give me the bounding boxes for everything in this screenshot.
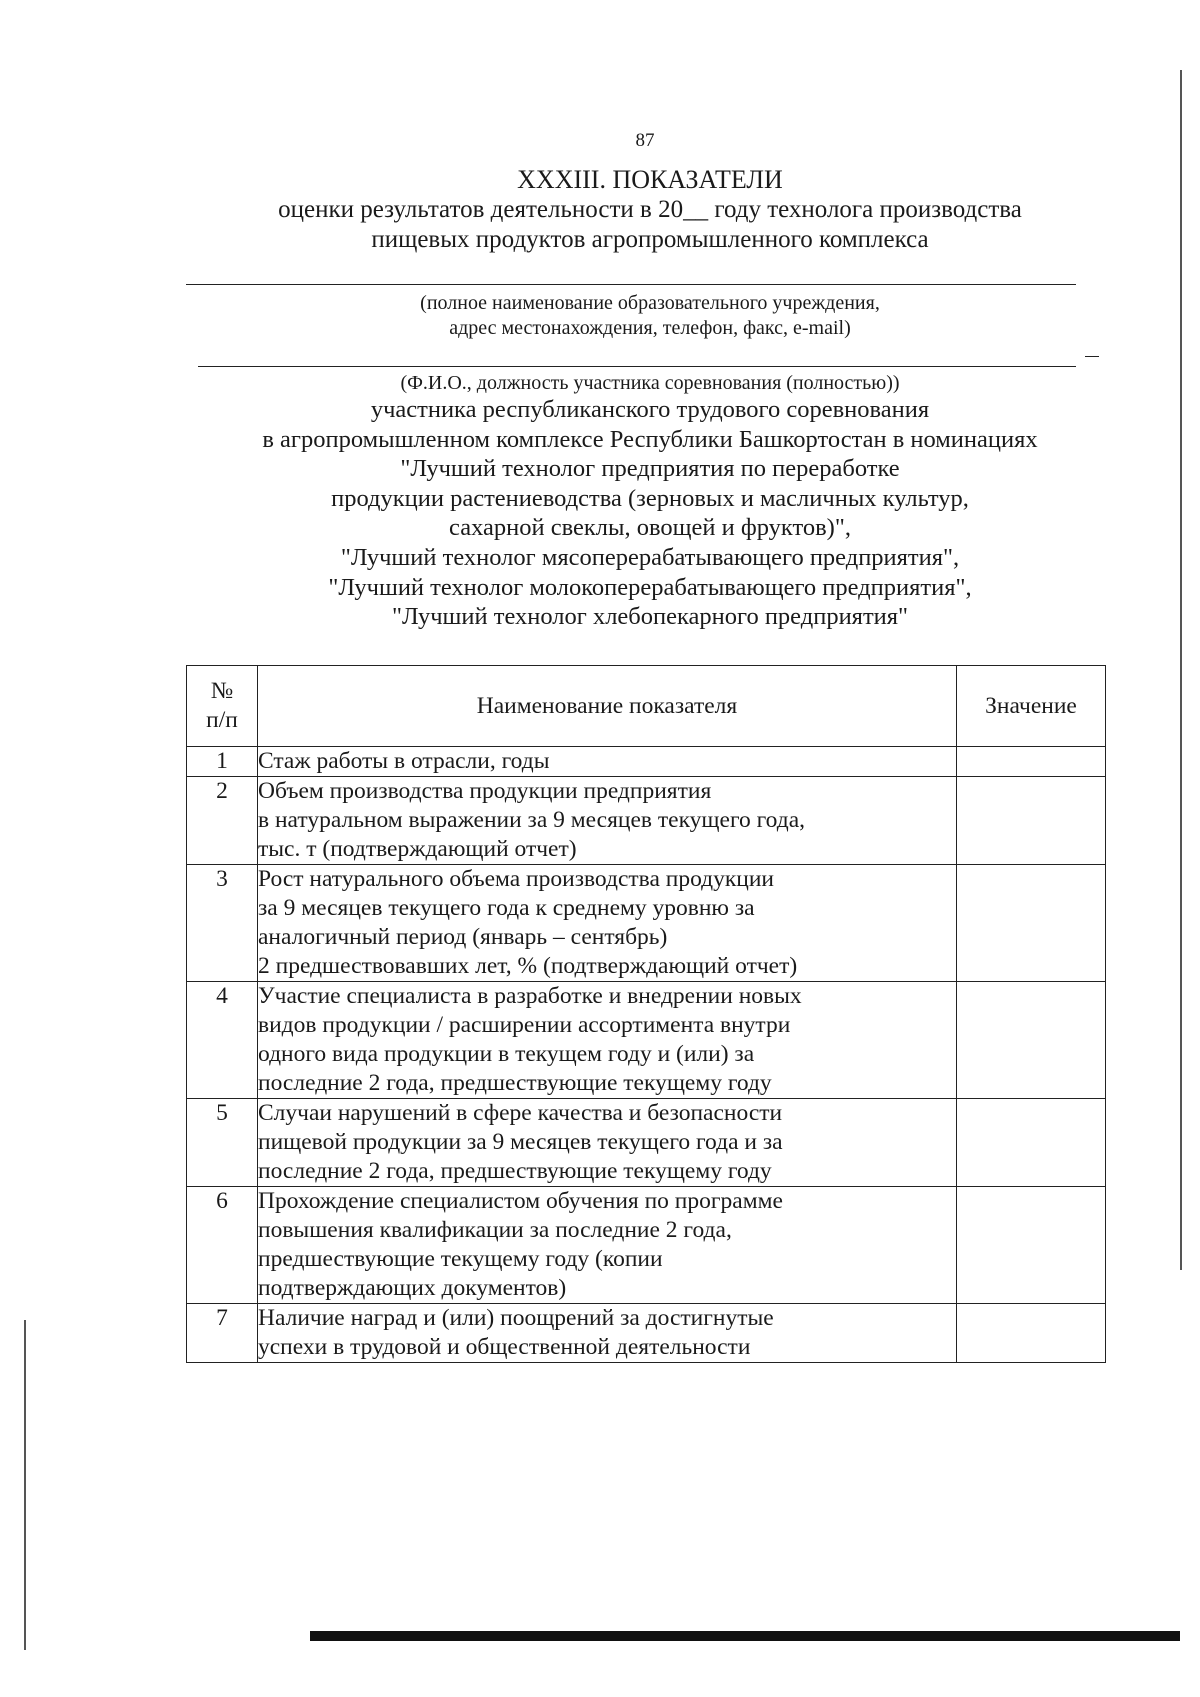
indicator-name	[258, 747, 957, 777]
indicator-value-cell	[957, 1304, 1106, 1363]
indicators-table	[186, 665, 1106, 1363]
indicator-line: за 9 месяцев текущего года к среднему уровню за	[258, 895, 755, 921]
indicator-line: последние 2 года, предшествующие текущему году	[258, 1070, 772, 1096]
indicator-line: тыс. т (подтверждающий отчет)	[258, 836, 577, 862]
table-row	[187, 1099, 1106, 1187]
institution-caption-line-1: (полное наименование образовательного учреждения,	[420, 292, 880, 314]
participant-caption	[180, 371, 1120, 396]
column-header-number-symbol: №	[210, 678, 234, 704]
participant-fill-line	[198, 366, 1076, 367]
indicator-name	[258, 777, 957, 865]
nomination-line: "Лучший технолог молокоперерабатывающего предприятия",	[328, 573, 972, 601]
indicator-line: одного вида продукции в текущем году и (или) за	[258, 1041, 755, 1067]
row-number: 5	[187, 1099, 258, 1187]
indicator-line: Наличие наград и (или) поощрений за достигнутые	[258, 1305, 774, 1331]
scan-edge-right	[1180, 70, 1182, 1270]
nominations-block	[180, 395, 1120, 632]
indicator-line: в натуральном выражении за 9 месяцев текущего года,	[258, 807, 806, 833]
row-number: 4	[187, 982, 258, 1099]
indicator-line: повышения квалификации за последние 2 года,	[258, 1217, 732, 1243]
indicator-value-cell	[957, 865, 1106, 982]
indicator-line: успехи в трудовой и общественной деятельности	[258, 1334, 751, 1360]
nomination-line: "Лучший технолог предприятия по переработке	[400, 455, 900, 483]
column-header-indicator: Наименование показателя	[258, 666, 957, 747]
nomination-line: в агропромышленном комплексе Республики Башкортостан в номинациях	[262, 425, 1038, 453]
indicator-line: Прохождение специалистом обучения по программе	[258, 1188, 783, 1214]
nomination-line: участника республиканского трудового соревнования	[370, 396, 930, 423]
page-subtitle-line-1: оценки результатов деятельности в 20__ году технолога производства	[278, 196, 1022, 223]
table-row	[187, 1187, 1106, 1304]
table-row	[187, 1304, 1106, 1363]
indicator-name	[258, 1187, 957, 1304]
table-row	[187, 982, 1106, 1099]
indicator-value-cell	[957, 982, 1106, 1099]
row-number: 3	[187, 865, 258, 982]
document-header	[180, 165, 1120, 255]
row-number: 6	[187, 1187, 258, 1304]
nomination-line: продукции растениеводства (зерновых и масличных культур,	[331, 484, 969, 512]
table-row	[187, 777, 1106, 865]
indicator-name	[258, 1304, 957, 1363]
participant-fill-line-dash	[1085, 356, 1099, 357]
page-title: XXXIII. ПОКАЗАТЕЛИ	[517, 165, 783, 194]
scan-edge-left	[24, 1320, 26, 1650]
nomination-line: "Лучший технолог хлебопекарного предприятия"	[391, 603, 909, 631]
indicator-line: подтверждающих документов)	[258, 1275, 567, 1301]
participant-caption-text: (Ф.И.О., должность участника соревнования (полностью))	[400, 372, 900, 394]
indicator-line: пищевой продукции за 9 месяцев текущего года и за	[258, 1129, 783, 1155]
indicator-value-cell	[957, 777, 1106, 865]
indicator-line: последние 2 года, предшествующие текущему году	[258, 1158, 772, 1184]
page-subtitle-line-2: пищевых продуктов агропромышленного комплекса	[371, 226, 929, 253]
indicator-value-cell	[957, 1187, 1106, 1304]
footer-rule	[310, 1631, 1180, 1641]
indicator-line: Участие специалиста в разработке и внедрении новых	[258, 983, 802, 1009]
indicator-line: Рост натурального объема производства продукции	[258, 866, 775, 892]
row-number: 7	[187, 1304, 258, 1363]
indicator-value-cell	[957, 747, 1106, 777]
indicator-line: Случаи нарушений в сфере качества и безопасности	[258, 1100, 783, 1126]
nomination-line: "Лучший технолог мясоперерабатывающего предприятия",	[340, 543, 960, 571]
indicator-line: видов продукции / расширении ассортимента внутри	[258, 1012, 791, 1038]
nomination-line: сахарной свеклы, овощей и фруктов)",	[449, 514, 851, 542]
institution-fill-line	[186, 284, 1076, 285]
institution-caption-line-2: адрес местонахождения, телефон, факс, e-mail)	[449, 317, 851, 339]
institution-caption	[180, 291, 1120, 341]
table-row	[187, 747, 1106, 777]
row-number: 1	[187, 747, 258, 777]
column-header-number	[187, 666, 258, 747]
row-number: 2	[187, 777, 258, 865]
column-header-number-abbr: п/п	[206, 707, 238, 733]
indicator-name	[258, 1099, 957, 1187]
indicator-line: Объем производства продукции предприятия	[258, 778, 712, 804]
table-header-row	[187, 666, 1106, 747]
table-row	[187, 865, 1106, 982]
indicator-name	[258, 982, 957, 1099]
indicator-line: аналогичный период (январь – сентябрь)	[258, 924, 668, 950]
page-number: 87	[635, 130, 655, 151]
indicator-name	[258, 865, 957, 982]
indicator-line: Стаж работы в отрасли, годы	[258, 748, 550, 774]
column-header-value: Значение	[957, 666, 1106, 747]
indicator-line: 2 предшествовавших лет, % (подтверждающий отчет)	[258, 953, 798, 979]
indicator-value-cell	[957, 1099, 1106, 1187]
indicator-line: предшествующие текущему году (копии	[258, 1246, 663, 1272]
